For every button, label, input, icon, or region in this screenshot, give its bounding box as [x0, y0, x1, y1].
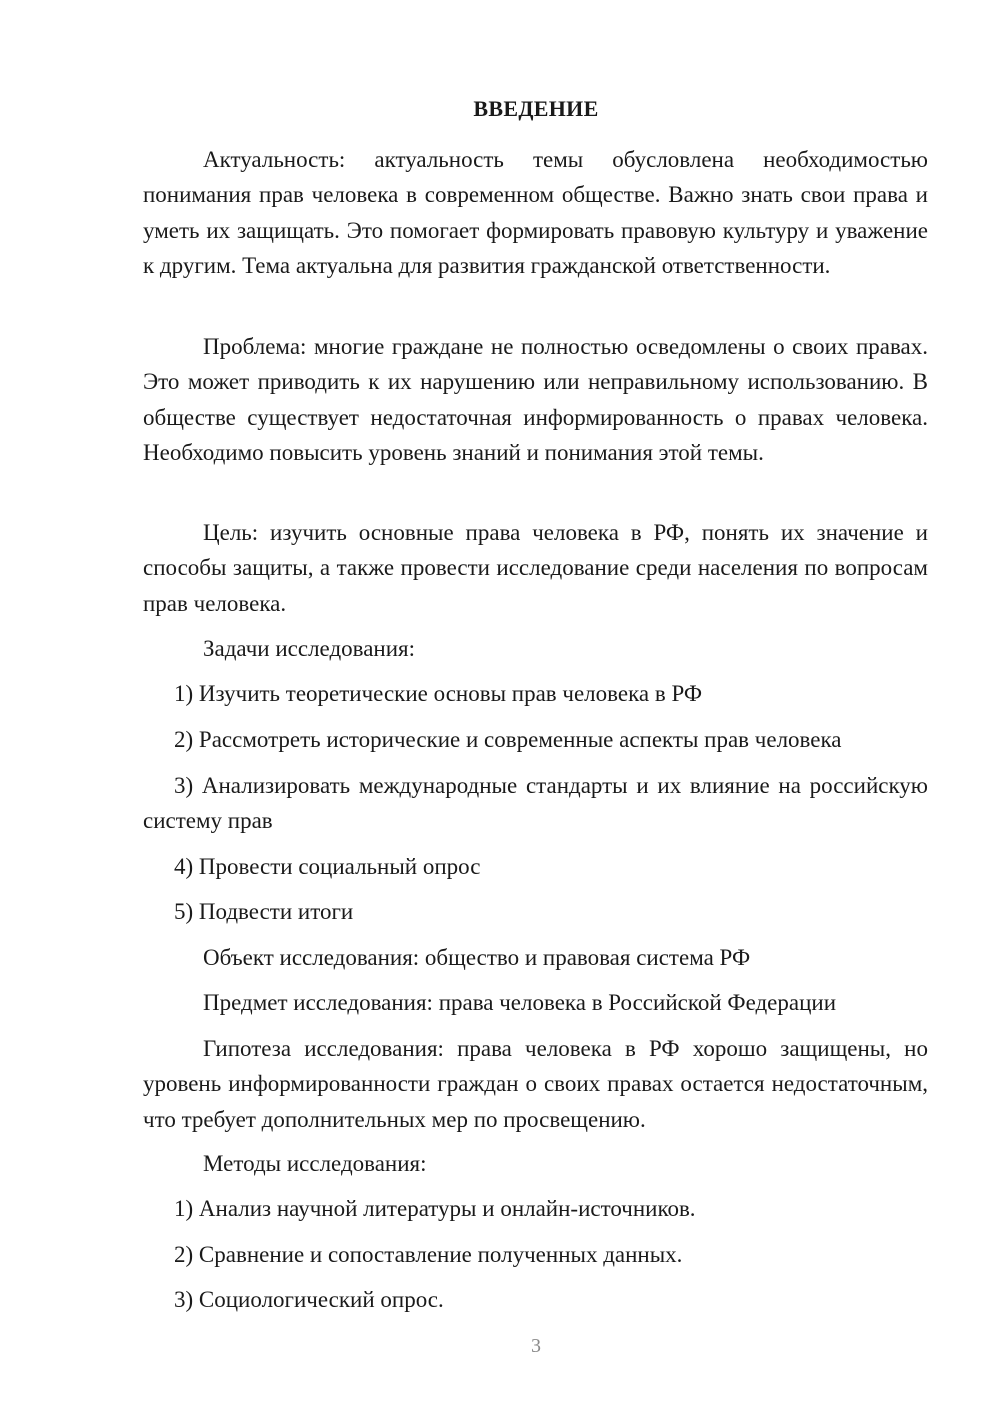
task-item-3: 3) Анализировать международные стандарты и их влияние на российскую систему прав — [143, 773, 928, 834]
problem-paragraph: Проблема: многие граждане не полностью осведомлены о своих правах. Это может приводить к их нарушению или неправильному использованию. В обществе существует недостаточная информированность о правах человека. Необходимо повысить уровень знаний и понимания этой темы. — [143, 334, 928, 465]
task-item-1: 1) Изучить теоретические основы прав человека в РФ — [174, 681, 703, 706]
methods-heading: Методы исследования: — [203, 1151, 427, 1176]
research-subject: Предмет исследования: права человека в Российской Федерации — [203, 990, 837, 1015]
task-item-5: 5) Подвести итоги — [174, 899, 354, 924]
tasks-heading: Задачи исследования: — [203, 636, 416, 661]
method-item-3: 3) Социологический опрос. — [174, 1287, 444, 1312]
page-number: 3 — [531, 1335, 541, 1357]
task-item-4: 4) Провести социальный опрос — [174, 854, 481, 879]
research-object: Объект исследования: общество и правовая система РФ — [203, 945, 751, 970]
hypothesis-paragraph: Гипотеза исследования: права человека в РФ хорошо защищены, но уровень информированности граждан о своих правах остается недостаточным, что требует дополнительных мер по просвещению. — [143, 1036, 928, 1132]
goal-paragraph: Цель: изучить основные права человека в РФ, понять их значение и способы защиты, а также провести исследование среди населения по вопросам прав человека. — [143, 520, 928, 616]
task-item-2: 2) Рассмотреть исторические и современные аспекты прав человека — [174, 727, 842, 752]
method-item-1: 1) Анализ научной литературы и онлайн-источников. — [174, 1196, 696, 1221]
section-heading: ВВЕДЕНИЕ — [473, 96, 599, 121]
method-item-2: 2) Сравнение и сопоставление полученных данных. — [174, 1242, 683, 1267]
relevance-paragraph: Актуальность: актуальность темы обусловлена необходимостью понимания прав человека в современном обществе. Важно знать свои права и уметь их защищать. Это помогает формировать правовую культуру и уважение к другим. Тема актуальна для развития гражданской ответственности. — [143, 147, 928, 278]
